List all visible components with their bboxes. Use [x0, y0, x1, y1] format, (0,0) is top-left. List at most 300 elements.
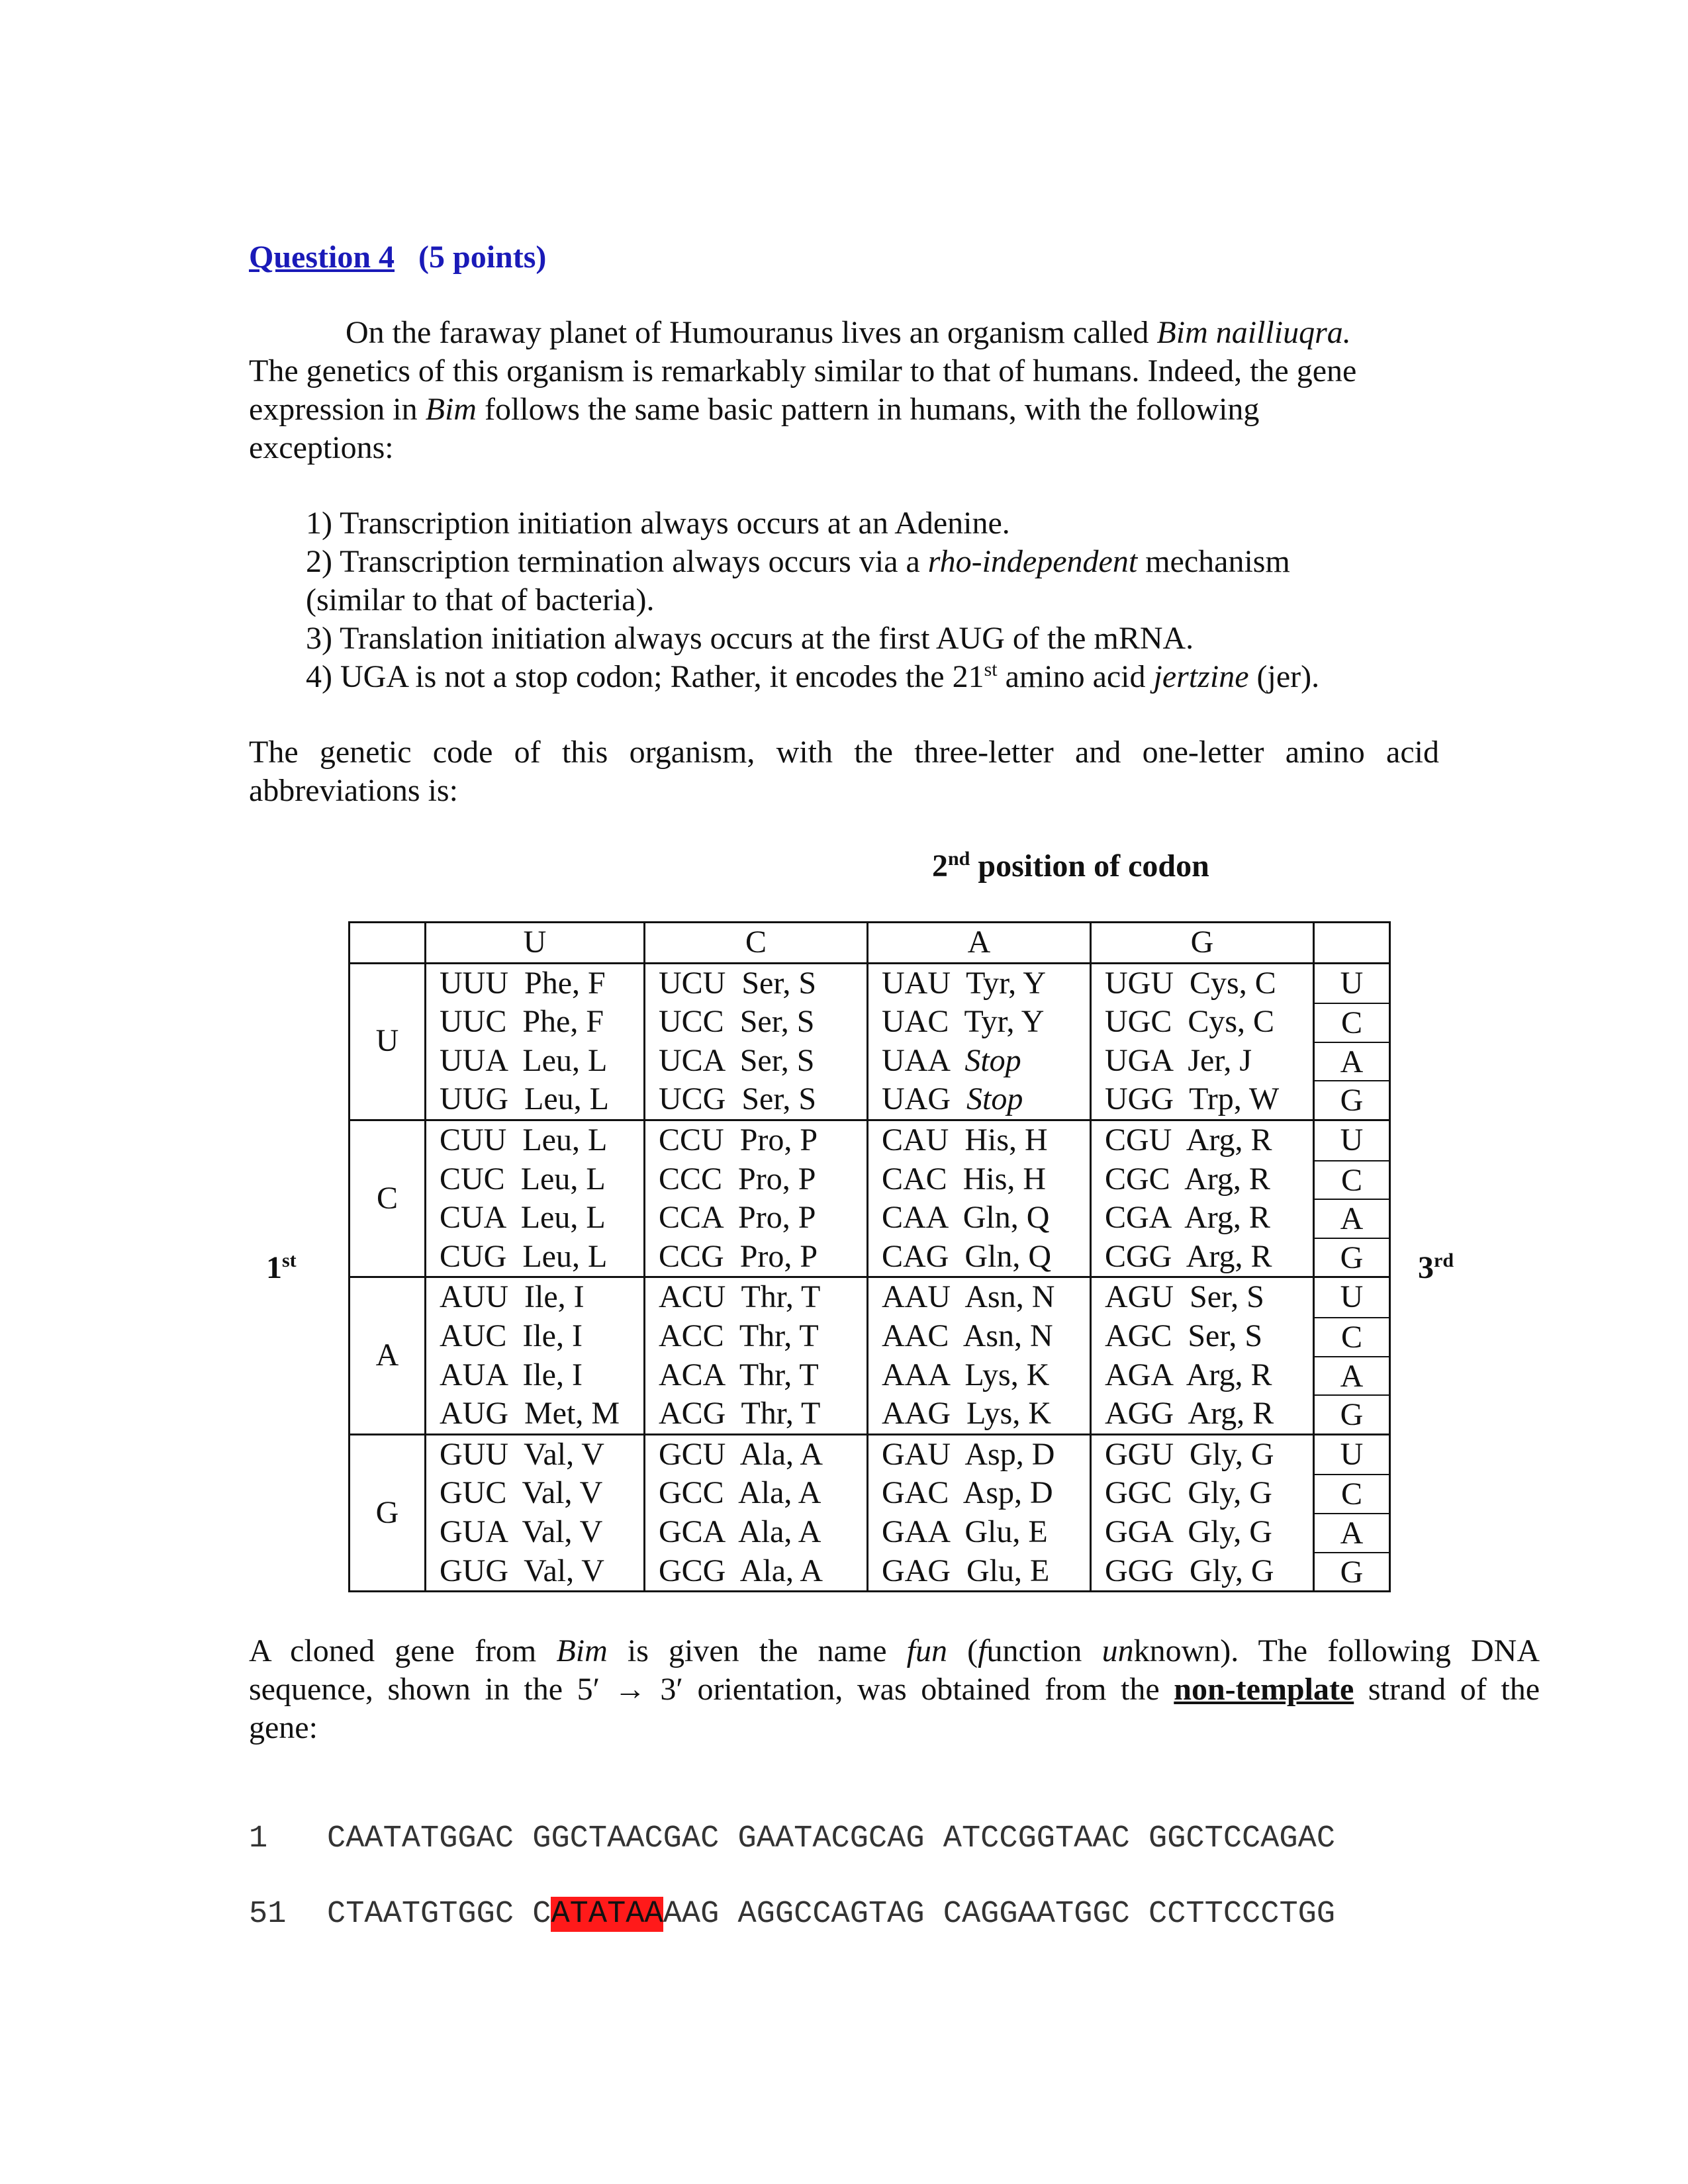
- bim-name: Bim: [425, 392, 477, 427]
- amino-acid: Pro, P: [738, 1200, 816, 1236]
- superscript: st: [282, 1250, 297, 1271]
- codon: AGG: [1105, 1396, 1174, 1432]
- superscript: nd: [948, 848, 970, 870]
- first-position-label: [266, 1250, 297, 1286]
- third-base: G: [1315, 1238, 1389, 1277]
- intro-text: follows the same basic pattern in humans, with the following: [476, 392, 1260, 427]
- third-base: G: [1315, 1080, 1389, 1119]
- third-base: C: [1315, 1317, 1389, 1356]
- question-heading: [249, 238, 546, 277]
- codon-entry: [1105, 1278, 1313, 1317]
- codon: UGG: [1105, 1081, 1174, 1117]
- codon: CCG: [659, 1238, 724, 1274]
- codon: GAC: [882, 1475, 949, 1511]
- exception-text: 2) Transcription termination always occurs via a: [306, 544, 928, 579]
- amino-acid: Gln, Q: [962, 1200, 1050, 1236]
- amino-acid: Asn, N: [964, 1279, 1055, 1315]
- exception-2-continued: (similar to that of bacteria).: [306, 582, 655, 617]
- intro-line-1: [346, 314, 1351, 352]
- codon-entry: [1105, 1317, 1313, 1356]
- codon: UCU: [659, 965, 726, 1001]
- codon: UAG: [882, 1081, 951, 1117]
- second-position-label: [932, 847, 1209, 886]
- amino-acid: Lys, K: [966, 1396, 1052, 1432]
- exception-text: mechanism: [1137, 544, 1290, 579]
- amino-acid: His, H: [962, 1161, 1047, 1197]
- intro-line-3: [249, 390, 1259, 429]
- codon-entry: [882, 1394, 1090, 1433]
- exception-text: amino acid: [997, 659, 1154, 694]
- codon-entry: [882, 1080, 1090, 1119]
- codon-entry: [882, 1042, 1090, 1081]
- codon-entry: [882, 1474, 1090, 1513]
- amino-acid: Leu, L: [522, 1238, 608, 1274]
- amino-acid: Val, V: [522, 1475, 603, 1511]
- clone-text: (: [947, 1633, 978, 1668]
- superscript: rd: [1434, 1250, 1454, 1271]
- first-base-cell: U: [350, 963, 426, 1120]
- codon-cell: [426, 1277, 645, 1434]
- clone-line-3: gene:: [249, 1710, 318, 1745]
- gene-name: fun: [906, 1633, 947, 1668]
- third-base: G: [1315, 1394, 1389, 1433]
- codon: GGG: [1105, 1553, 1174, 1588]
- amino-acid: Gln, Q: [964, 1238, 1052, 1274]
- codon-entry: [659, 1199, 867, 1238]
- codon: ACU: [659, 1279, 726, 1315]
- codon-entry: [659, 1513, 867, 1552]
- amino-acid: Thr, T: [739, 1318, 819, 1353]
- first-base-cell: C: [350, 1120, 426, 1277]
- superscript: st: [984, 659, 998, 680]
- codon-entry: [1105, 1003, 1313, 1042]
- third-base: U: [1340, 1122, 1364, 1158]
- intro-text: expression in: [249, 392, 426, 427]
- codon-entry: [440, 1042, 643, 1081]
- codon-entry: [882, 1356, 1090, 1395]
- exception-text: (jer).: [1248, 659, 1320, 694]
- codon-entry: [440, 1080, 643, 1119]
- codon: UAA: [882, 1042, 949, 1078]
- codon: UGC: [1105, 1004, 1172, 1040]
- third-base-cell: [1314, 1434, 1390, 1591]
- amino-acid: Leu, L: [522, 1042, 608, 1078]
- amino-acid: Gly, G: [1188, 1475, 1272, 1511]
- codon-entry: [882, 1199, 1090, 1238]
- exception-text: 4) UGA is not a stop codon; Rather, it encodes the 21: [306, 659, 984, 694]
- amino-acid: Stop: [964, 1042, 1021, 1078]
- amino-acid: Gly, G: [1188, 1514, 1272, 1549]
- first-base-cell: G: [350, 1434, 426, 1591]
- codon-entry: [1105, 1435, 1313, 1475]
- header-blank: [1314, 923, 1390, 964]
- codon-entry: [1105, 1394, 1313, 1433]
- codon: UAU: [882, 965, 951, 1001]
- amino-acid: Ala, A: [739, 1553, 823, 1588]
- intro-text: On the faraway planet of Humouranus lives an organism called: [346, 315, 1157, 350]
- codon: CAA: [882, 1200, 947, 1236]
- codon-entry: [882, 964, 1090, 1003]
- clone-text: unction: [986, 1633, 1102, 1668]
- codon: CCU: [659, 1122, 724, 1158]
- codon: UCC: [659, 1004, 724, 1040]
- codon: AAC: [882, 1318, 949, 1353]
- amino-acid: Jer, J: [1188, 1042, 1252, 1078]
- codon-entry: [440, 964, 643, 1003]
- dna-line-1-number: 1: [249, 1821, 268, 1856]
- amino-acid: Phe, F: [524, 965, 606, 1001]
- amino-acid: Ala, A: [738, 1475, 821, 1511]
- amino-acid: Ser, S: [1190, 1279, 1264, 1315]
- header-a: A: [868, 923, 1091, 964]
- amino-acid: Ser, S: [741, 1081, 817, 1117]
- codon-entry: [882, 1513, 1090, 1552]
- amino-acid: Leu, L: [524, 1081, 609, 1117]
- clone-line-2: [249, 1670, 1540, 1709]
- codon-entry: [659, 1121, 867, 1160]
- codon: CGA: [1105, 1200, 1170, 1236]
- label-text: position of codon: [970, 848, 1209, 884]
- bim-name: Bim: [556, 1633, 608, 1668]
- amino-acid: Lys, K: [964, 1357, 1050, 1392]
- amino-acid: Ala, A: [738, 1514, 821, 1549]
- amino-acid: Val, V: [524, 1436, 604, 1472]
- gene-letter: un: [1102, 1633, 1134, 1668]
- codon: GGU: [1105, 1436, 1174, 1472]
- codon-row-a: [350, 1277, 1390, 1434]
- codon: GCA: [659, 1514, 724, 1549]
- codon-entry: [659, 1356, 867, 1395]
- codon-table: [348, 921, 1391, 1592]
- header-blank: [350, 923, 426, 964]
- amino-acid: Leu, L: [520, 1161, 606, 1197]
- amino-acid: Tyr, Y: [966, 965, 1047, 1001]
- amino-acid: Ser, S: [1188, 1318, 1263, 1353]
- first-base-cell: A: [350, 1277, 426, 1434]
- codon: GUG: [440, 1553, 508, 1588]
- codon: GUC: [440, 1475, 507, 1511]
- codon-entry: [659, 1003, 867, 1042]
- genetic-code-intro-line-2: abbreviations is:: [249, 773, 458, 808]
- amino-acid: Ile, I: [524, 1279, 585, 1315]
- codon-entry: [440, 1394, 643, 1433]
- clone-text: sequence, shown in the 5′ → 3′ orientation, was obtained from the: [249, 1672, 1174, 1707]
- amino-acid: Gly, G: [1190, 1436, 1274, 1472]
- codon-entry: [440, 1238, 643, 1277]
- codon-entry: [882, 1238, 1090, 1277]
- codon: UUG: [440, 1081, 508, 1117]
- codon: CAC: [882, 1161, 947, 1197]
- codon-entry: [1105, 964, 1313, 1003]
- header-c: C: [645, 923, 868, 964]
- codon-cell: [868, 1120, 1091, 1277]
- codon: CGC: [1105, 1161, 1170, 1197]
- codon: GCC: [659, 1475, 724, 1511]
- clone-line-1: [249, 1632, 1540, 1670]
- label-text: 1: [266, 1250, 282, 1285]
- amino-acid: Val, V: [524, 1553, 604, 1588]
- amino-acid: Leu, L: [520, 1200, 606, 1236]
- codon: CUC: [440, 1161, 505, 1197]
- codon-entry: [659, 964, 867, 1003]
- amino-acid: Phe, F: [522, 1004, 604, 1040]
- codon-entry: [1105, 1160, 1313, 1199]
- third-base: C: [1315, 1003, 1389, 1042]
- genetic-code-intro-line-1: The genetic code of this organism, with the three-letter and one-letter amino acid: [249, 735, 1439, 770]
- amino-acid: Val, V: [522, 1514, 603, 1549]
- codon-entry: [882, 1278, 1090, 1317]
- label-text: 3: [1418, 1250, 1434, 1285]
- codon: AAA: [882, 1357, 949, 1392]
- codon-row-c: [350, 1120, 1390, 1277]
- codon-cell: [645, 1434, 868, 1591]
- codon: CUA: [440, 1200, 505, 1236]
- amino-acid: Gly, G: [1190, 1553, 1274, 1588]
- codon: AUA: [440, 1357, 507, 1392]
- codon-entry: [882, 1435, 1090, 1475]
- codon: GCU: [659, 1436, 726, 1472]
- codon-entry: [659, 1238, 867, 1277]
- codon: GAG: [882, 1553, 951, 1588]
- codon: AGC: [1105, 1318, 1172, 1353]
- third-base-cell: [1314, 1277, 1390, 1434]
- codon: GGC: [1105, 1475, 1172, 1511]
- codon-entry: [1105, 1474, 1313, 1513]
- codon-row-u: [350, 963, 1390, 1120]
- codon-entry: [440, 1356, 643, 1395]
- amino-acid: His, H: [964, 1122, 1048, 1158]
- header-g: G: [1091, 923, 1314, 964]
- codon-cell: [868, 1434, 1091, 1591]
- codon-entry: [440, 1199, 643, 1238]
- codon-entry: [440, 1317, 643, 1356]
- codon-entry: [659, 1160, 867, 1199]
- amino-acid: Cys, C: [1188, 1004, 1275, 1040]
- codon-cell: [868, 963, 1091, 1120]
- dna-sequence-text: AAG AGGCCAGTAG CAGGAATGGC CCTTCCCTGG: [663, 1897, 1336, 1932]
- dna-line-1-sequence: CAATATGGAC GGCTAACGAC GAATACGCAG ATCCGGTAAC GGCTCCAGAC: [327, 1821, 1336, 1856]
- codon-entry: [1105, 1513, 1313, 1552]
- codon: ACC: [659, 1318, 724, 1353]
- codon-entry: [1105, 1356, 1313, 1395]
- codon-entry: [659, 1474, 867, 1513]
- amino-acid: Ala, A: [739, 1436, 823, 1472]
- third-base: A: [1315, 1042, 1389, 1081]
- amino-acid: Asp, D: [964, 1436, 1055, 1472]
- amino-acid: Stop: [966, 1081, 1023, 1117]
- codon: UGU: [1105, 965, 1174, 1001]
- clone-text: A cloned gene from: [249, 1633, 557, 1668]
- codon-entry: [440, 1435, 643, 1475]
- amino-acid: Pro, P: [738, 1161, 816, 1197]
- codon-cell: [868, 1277, 1091, 1434]
- codon-entry: [1105, 1042, 1313, 1081]
- codon-entry: [440, 1003, 643, 1042]
- codon-cell: [645, 1120, 868, 1277]
- amino-acid: Arg, R: [1186, 1122, 1272, 1158]
- dna-line-2-number: 51: [249, 1897, 287, 1932]
- codon-entry: [882, 1160, 1090, 1199]
- amino-acid: Ile, I: [522, 1318, 583, 1353]
- codon-entry: [1105, 1552, 1313, 1591]
- dna-line-2-sequence: [327, 1897, 1335, 1932]
- amino-acid: Thr, T: [739, 1357, 819, 1392]
- codon-entry: [882, 1003, 1090, 1042]
- codon-cell: [426, 1434, 645, 1591]
- third-base: A: [1315, 1356, 1389, 1395]
- codon: CCA: [659, 1200, 723, 1236]
- amino-acid: Thr, T: [741, 1396, 821, 1432]
- amino-acid: Asp, D: [962, 1475, 1053, 1511]
- codon-cell: [1091, 1120, 1314, 1277]
- third-base: A: [1315, 1199, 1389, 1238]
- codon: UUU: [440, 965, 508, 1001]
- exception-3: 3) Translation initiation always occurs at the first AUG of the mRNA.: [306, 621, 1194, 656]
- codon-entry: [659, 1080, 867, 1119]
- codon-entry: [659, 1042, 867, 1081]
- codon-cell: [645, 963, 868, 1120]
- codon: CGG: [1105, 1238, 1172, 1274]
- amino-acid: Asn, N: [962, 1318, 1053, 1353]
- amino-acid: Arg, R: [1184, 1200, 1270, 1236]
- amino-acid: Cys, C: [1190, 965, 1276, 1001]
- codon-cell: [1091, 963, 1314, 1120]
- amino-acid: Glu, E: [964, 1514, 1048, 1549]
- question-points: (5 points): [418, 240, 547, 275]
- amino-acid: Ser, S: [741, 965, 817, 1001]
- clone-text: strand of the: [1354, 1672, 1540, 1707]
- third-base: U: [1340, 965, 1364, 1001]
- amino-acid: Arg, R: [1184, 1161, 1270, 1197]
- codon-entry: [882, 1121, 1090, 1160]
- codon-entry: [1105, 1238, 1313, 1277]
- codon: GUU: [440, 1436, 508, 1472]
- codon: UCG: [659, 1081, 726, 1117]
- codon: CGU: [1105, 1122, 1172, 1158]
- codon: UAC: [882, 1004, 949, 1040]
- codon-entry: [659, 1278, 867, 1317]
- codon: UGA: [1105, 1042, 1172, 1078]
- codon: CCC: [659, 1161, 723, 1197]
- amino-acid: Arg, R: [1186, 1357, 1272, 1392]
- codon: ACG: [659, 1396, 726, 1432]
- exception-italic: rho-independent: [927, 544, 1138, 579]
- codon-entry: [659, 1435, 867, 1475]
- codon-cell: [645, 1277, 868, 1434]
- amino-acid: Tyr, Y: [964, 1004, 1045, 1040]
- dna-sequence-text: CTAATGTGGC C: [327, 1897, 551, 1932]
- organism-name: Bim nailliuqra.: [1156, 315, 1351, 350]
- codon: AAU: [882, 1279, 951, 1315]
- codon: UUA: [440, 1042, 507, 1078]
- codon: UUC: [440, 1004, 507, 1040]
- codon-cell: [1091, 1277, 1314, 1434]
- third-base: A: [1315, 1513, 1389, 1552]
- question-label: Question 4: [249, 240, 395, 275]
- third-base: U: [1340, 1436, 1364, 1472]
- third-base: C: [1315, 1160, 1389, 1199]
- exception-1: 1) Transcription initiation always occurs at an Adenine.: [306, 506, 1010, 541]
- intro-line-4: exceptions:: [249, 430, 394, 465]
- label-text: 2: [932, 848, 948, 884]
- codon-entry: [440, 1160, 643, 1199]
- amino-acid: Thr, T: [741, 1279, 821, 1315]
- third-base-cell: [1314, 1120, 1390, 1277]
- third-base: U: [1340, 1279, 1364, 1315]
- amino-acid: Met, M: [524, 1396, 620, 1432]
- codon-entry: [440, 1278, 643, 1317]
- exception-4: [306, 658, 1319, 696]
- codon: CAU: [882, 1122, 949, 1158]
- codon: AGA: [1105, 1357, 1172, 1392]
- codon: CUG: [440, 1238, 507, 1274]
- codon-entry: [1105, 1080, 1313, 1119]
- third-base-cell: [1314, 963, 1390, 1120]
- third-base: G: [1315, 1552, 1389, 1591]
- amino-acid: Ser, S: [739, 1042, 815, 1078]
- clone-text: known). The following DNA: [1133, 1633, 1540, 1668]
- amino-acid: Pro, P: [739, 1122, 818, 1158]
- intro-line-2: The genetics of this organism is remarkably similar to that of humans. Indeed, the gene: [249, 353, 1357, 388]
- exception-2: [306, 543, 1290, 581]
- codon-cell: [426, 963, 645, 1120]
- amino-acid: Pro, P: [739, 1238, 818, 1274]
- header-u: U: [426, 923, 645, 964]
- codon-entry: [1105, 1121, 1313, 1160]
- amino-acid: Glu, E: [966, 1553, 1050, 1588]
- amino-acid: Trp, W: [1189, 1081, 1280, 1117]
- amino-acid: Arg, R: [1186, 1238, 1272, 1274]
- amino-acid: Ser, S: [739, 1004, 815, 1040]
- amino-acid: Ile, I: [522, 1357, 583, 1392]
- codon-entry: [440, 1552, 643, 1591]
- codon-entry: [440, 1513, 643, 1552]
- non-template-emphasis: non-template: [1174, 1672, 1354, 1707]
- codon-table-header-row: [350, 923, 1390, 964]
- codon-entry: [659, 1552, 867, 1591]
- codon: AGU: [1105, 1279, 1174, 1315]
- clone-text: is given the name: [607, 1633, 907, 1668]
- codon-entry: [882, 1317, 1090, 1356]
- codon: UCA: [659, 1042, 724, 1078]
- codon-entry: [1105, 1199, 1313, 1238]
- codon: ACA: [659, 1357, 724, 1392]
- codon-cell: [1091, 1434, 1314, 1591]
- third-position-label: [1418, 1250, 1454, 1286]
- tata-box-highlight: ATATAA: [551, 1897, 663, 1932]
- third-base: C: [1315, 1474, 1389, 1513]
- codon-row-g: [350, 1434, 1390, 1591]
- codon: CAG: [882, 1238, 949, 1274]
- codon: AUU: [440, 1279, 508, 1315]
- codon: AUC: [440, 1318, 507, 1353]
- codon-entry: [440, 1474, 643, 1513]
- codon-entry: [659, 1317, 867, 1356]
- amino-acid: Leu, L: [522, 1122, 608, 1158]
- codon: GUA: [440, 1514, 507, 1549]
- codon: GGA: [1105, 1514, 1172, 1549]
- codon: GCG: [659, 1553, 726, 1588]
- gene-letter: f: [978, 1633, 987, 1668]
- amino-acid: Arg, R: [1188, 1396, 1274, 1432]
- codon-entry: [440, 1121, 643, 1160]
- codon-entry: [882, 1552, 1090, 1591]
- codon: GAA: [882, 1514, 949, 1549]
- codon: GAU: [882, 1436, 951, 1472]
- codon-table-body: [350, 963, 1390, 1592]
- codon: AAG: [882, 1396, 951, 1432]
- codon-entry: [659, 1394, 867, 1433]
